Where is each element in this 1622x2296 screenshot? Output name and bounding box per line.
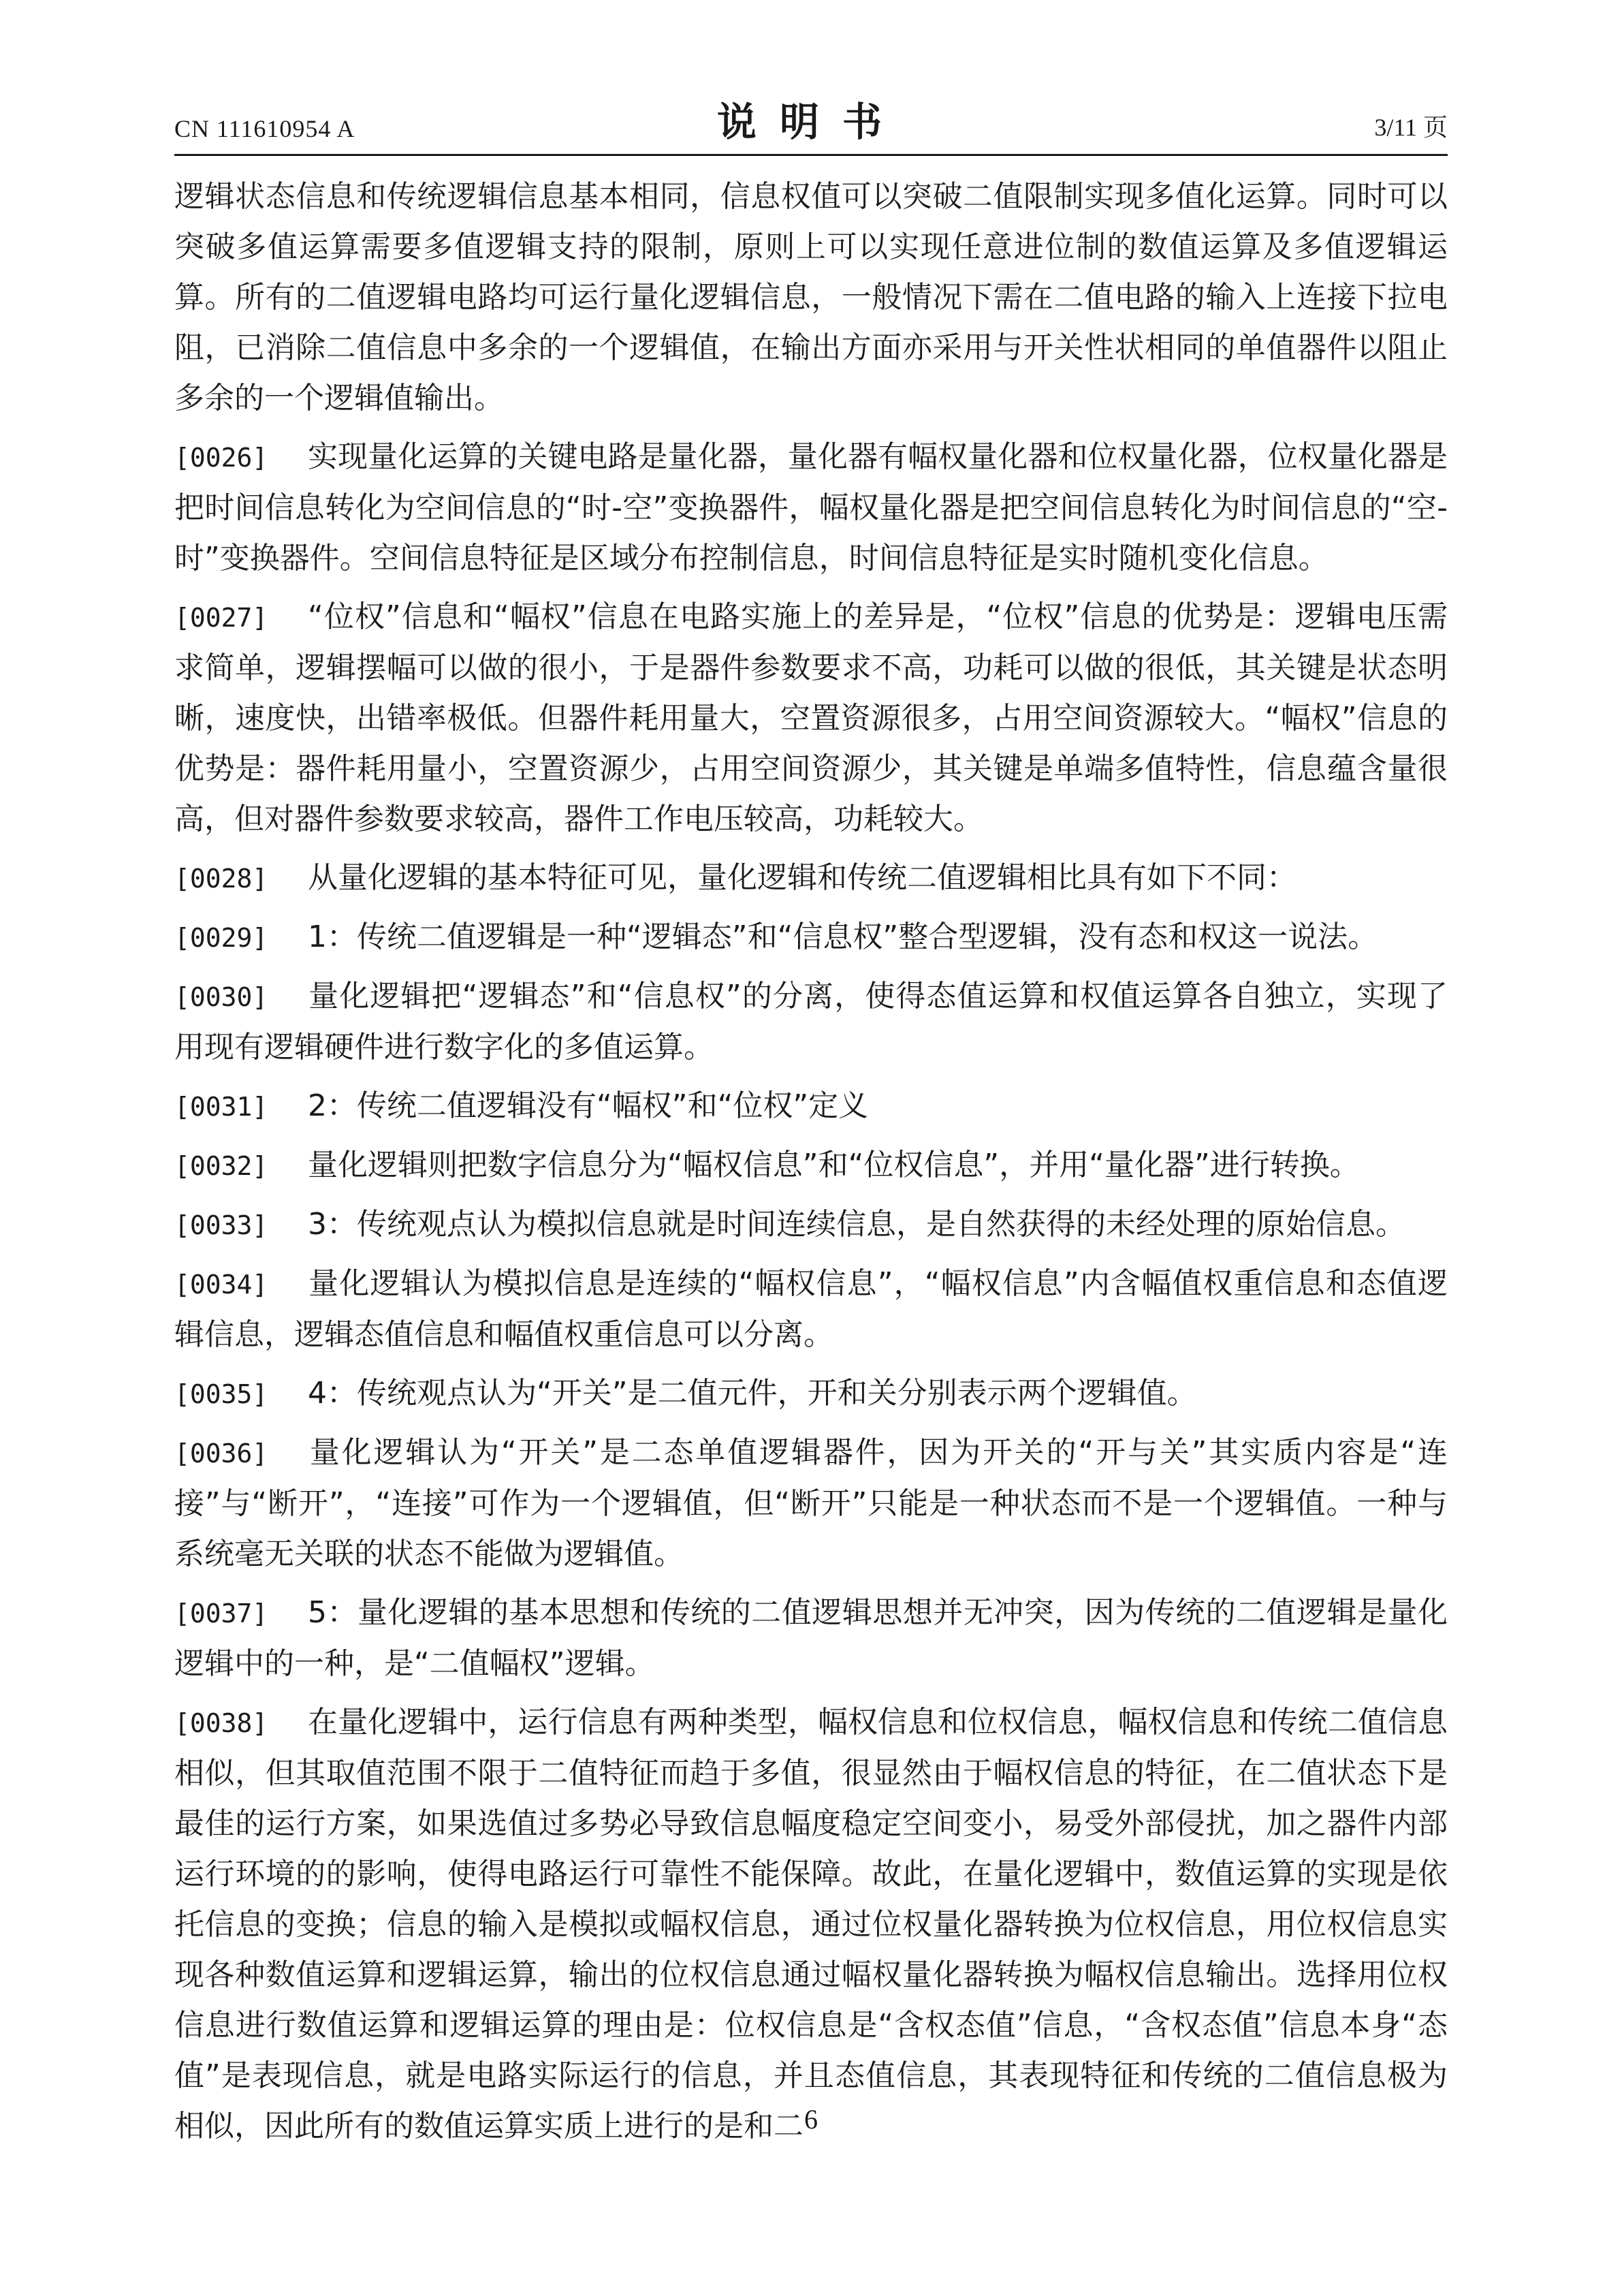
- continuation-paragraph: 逻辑状态信息和传统逻辑信息基本相同，信息权值可以突破二值限制实现多值化运算。同时可以突破多值运算需要多值逻辑支持的限制，原则上可以实现任意进位制的数值运算及多值逻辑运算。所有的二值逻辑电路均可运行量化逻辑信息，一般情况下需在二值电路的输入上连接下拉电阻，已消除二值信息中多余的一个逻辑值，在输出方面亦采用与开关性状相同的单值器件以阻止多余的一个逻辑值输出。: [174, 179, 1448, 415]
- paragraph-number: [0031]: [174, 1092, 268, 1122]
- paragraph-0034: [174, 1259, 1448, 1360]
- paragraph-number: [0029]: [174, 923, 268, 953]
- paragraph-0026: [174, 432, 1448, 584]
- paragraph-0028: [174, 853, 1448, 904]
- paragraph-text: 在量化逻辑中，运行信息有两种类型，幅权信息和位权信息，幅权信息和传统二值信息相似，但其取值范围不限于二值特征而趋于多值，很显然由于幅权信息的特征，在二值状态下是最佳的运行方案，如果选值过多势必导致信息幅度稳定空间变小，易受外部侵扰，加之器件内部运行环境的的影响，使得电路运行可靠性不能保障。故此，在量化逻辑中，数值运算的实现是依托信息的变换；信息的输入是模拟或幅权信息，通过位权量化器转换为位权信息，用位权信息实现各种数值运算和逻辑运算，输出的位权信息通过幅权量化器转换为幅权信息输出。选择用位权信息进行数值运算和逻辑运算的理由是：位权信息是“含权态值”信息，“含权态值”信息本身“态值”是表现信息，就是电路实际运行的信息，并且态值信息，其表现特征和传统的二值信息极为相似，因此所有的数值运算实质上进行的是和二: [174, 1705, 1448, 2143]
- paragraph-0027: [174, 592, 1448, 845]
- paragraph-0037: [174, 1588, 1448, 1689]
- paragraph-text: 3：传统观点认为模拟信息就是时间连续信息，是自然获得的未经处理的原始信息。: [308, 1207, 1405, 1242]
- paragraph-number: [0027]: [174, 603, 268, 633]
- paragraph-0029: [174, 912, 1448, 963]
- paragraph-number: [0035]: [174, 1379, 268, 1409]
- page-indicator: 3/11 页: [1374, 114, 1448, 141]
- document-body: [174, 172, 1448, 2160]
- paragraph-text: 实现量化运算的关键电路是量化器，量化器有幅权量化器和位权量化器，位权量化器是把时间信息转化为空间信息的“时-空”变换器件，幅权量化器是把空间信息转化为时间信息的“空-时”变换器件。空间信息特征是区域分布控制信息，时间信息特征是实时随机变化信息。: [174, 439, 1448, 576]
- paragraph-text: 1：传统二值逻辑是一种“逻辑态”和“信息权”整合型逻辑，没有态和权这一说法。: [308, 919, 1378, 954]
- paragraph-0031: [174, 1081, 1448, 1132]
- document-title: 说明书: [716, 99, 905, 145]
- paragraph-number: [0036]: [174, 1438, 268, 1468]
- paragraph-text: “位权”信息和“幅权”信息在电路实施上的差异是，“位权”信息的优势是：逻辑电压需求简单，逻辑摆幅可以做的很小，于是器件参数要求不高，功耗可以做的很低，其关键是状态明晰，速度快，出错率极低。但器件耗用量大，空置资源很多，占用空间资源较大。“幅权”信息的优势是：器件耗用量小，空置资源少，占用空间资源少，其关键是单端多值特性，信息蕴含量很高，但对器件参数要求较高，器件工作电压较高，功耗较大。: [174, 599, 1448, 836]
- paragraph-number: [0034]: [174, 1270, 268, 1300]
- paragraph-text: 量化逻辑认为“开关”是二态单值逻辑器件，因为开关的“开与关”其实质内容是“连接”与“断开”，“连接”可作为一个逻辑值，但“断开”只能是一种状态而不是一个逻辑值。一种与系统毫无关联的状态不能做为逻辑值。: [174, 1435, 1448, 1571]
- paragraph-text: 量化逻辑则把数字信息分为“幅权信息”和“位权信息”，并用“量化器”进行转换。: [308, 1148, 1360, 1182]
- page-number: 6: [804, 2104, 818, 2135]
- paragraph-number: [0026]: [174, 443, 268, 473]
- paragraph-number: [0032]: [174, 1151, 268, 1181]
- paragraph-text: 量化逻辑认为模拟信息是连续的“幅权信息”，“幅权信息”内含幅值权重信息和态值逻辑信息，逻辑态值信息和幅值权重信息可以分离。: [174, 1266, 1448, 1352]
- paragraph-0035: [174, 1368, 1448, 1419]
- paragraph-0032: [174, 1140, 1448, 1191]
- paragraph-0030: [174, 971, 1448, 1073]
- paragraph-number: [0033]: [174, 1210, 268, 1240]
- paragraph-text: 2：传统二值逻辑没有“幅权”和“位权”定义: [308, 1088, 869, 1123]
- paragraph-number: [0038]: [174, 1708, 268, 1738]
- header-rule: [174, 154, 1448, 156]
- paragraph-0038: [174, 1697, 1448, 2152]
- paragraph-0033: [174, 1199, 1448, 1251]
- paragraph-0036: [174, 1428, 1448, 1579]
- paragraph-text: 4：传统观点认为“开关”是二值元件，开和关分别表示两个逻辑值。: [308, 1376, 1197, 1411]
- patent-number: CN 111610954 A: [174, 115, 355, 142]
- page-header: [174, 95, 1448, 153]
- paragraph-text: 5：量化逻辑的基本思想和传统的二值逻辑思想并无冲突，因为传统的二值逻辑是量化逻辑中的一种，是“二值幅权”逻辑。: [174, 1595, 1448, 1681]
- paragraph-text: 从量化逻辑的基本特征可见，量化逻辑和传统二值逻辑相比具有如下不同：: [308, 860, 1297, 895]
- paragraph-number: [0030]: [174, 982, 268, 1012]
- paragraph-number: [0037]: [174, 1599, 268, 1629]
- paragraph-text: 量化逻辑把“逻辑态”和“信息权”的分离，使得态值运算和权值运算各自独立，实现了用现有逻辑硬件进行数字化的多值运算。: [174, 979, 1448, 1065]
- paragraph-number: [0028]: [174, 864, 268, 894]
